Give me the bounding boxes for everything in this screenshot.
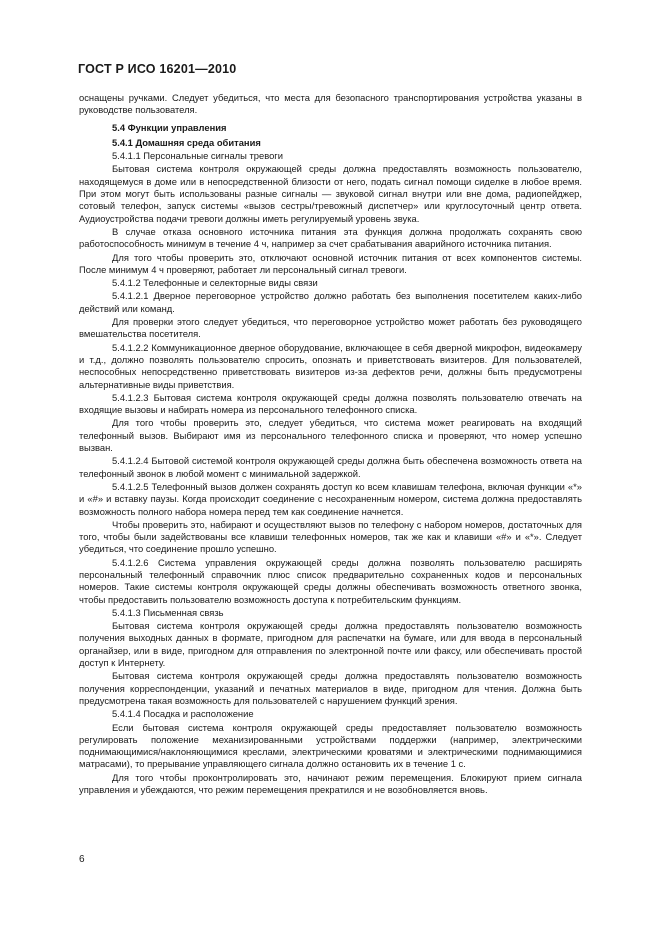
body-paragraph: Бытовая система контроля окружающей среды должна предоставлять пользователю возможность получения выходных данных в формате, пригодном для распечатки на бумаге, или для ввода в персональный органайзер, или в виде, пригодном для отправления по электронной почте или факсу, или обеспечивать простой доступ к Интернету. xyxy=(79,620,582,669)
body-paragraph: 5.4.1.2.4 Бытовой системой контроля окружающей среды должна быть обеспечена возможность ответа на телефонный звонок в любой момент с минимальной задержкой. xyxy=(79,455,582,479)
body-paragraph: Чтобы проверить это, набирают и осуществляют вызов по телефону с набором номеров, достаточных для того, чтобы были задействованы все клавиши телефонных номеров, так же как и клавиши «#» и «*». Следует убедиться, что соединение прошло успешно. xyxy=(79,518,582,555)
clause-heading: 5.4.1.1 Персональные сигналы тревоги xyxy=(112,150,283,162)
body-paragraph: Для проверки этого следует убедиться, что переговорное устройство может работать без руководящего вмешательства посетителя. xyxy=(79,316,582,340)
document-header: ГОСТ Р ИСО 16201—2010 xyxy=(78,62,237,76)
body-paragraph: 5.4.1.2.6 Система управления окружающей среды должна позволять пользователю расширять персональный телефонный справочник плюс список предварительно сохраненных кодов и персональных номеров. Такие системы контроля окружающей среды должны обеспечивать возможность ответного звонка, чтобы предоставить пользователю возможность доступа к потребительским функциям. xyxy=(79,556,582,605)
body-paragraph: 5.4.1.2.3 Бытовая система контроля окружающей среды должна позволять пользователю отвечать на входящие вызовы и набирать номера из персонального телефонного списка. xyxy=(79,391,582,416)
body-paragraph: оснащены ручками. Следует убедиться, что места для безопасного транспортирования устройства указаны в руководстве пользователя. xyxy=(79,92,582,116)
body-paragraph: Бытовая система контроля окружающей среды должна предоставлять пользователю возможность получения корреспонденции, указаний и печатных материалов в виде, пригодном для чтения. Должна быть предусмотрена такая возможность для пользователей с нарушением функций зрения. xyxy=(79,670,582,706)
body-paragraph: Для того чтобы проверить это, отключают основной источник питания от всех компонентов системы. После минимум 4 ч проверяют, работает ли персональный сигнал тревоги. xyxy=(79,251,582,275)
subsection-heading: 5.4.1 Домашняя среда обитания xyxy=(112,136,261,148)
body-paragraph: Для того чтобы проверить это, следует убедиться, что система может реагировать на входящий телефонный вызов. Выбирают имя из персонального телефонного списка и проверяют, что номер успешно вызван. xyxy=(79,417,582,454)
body-paragraph: 5.4.1.2.1 Дверное переговорное устройство должно работать без выполнения посетителем каких-либо действий или команд. xyxy=(79,290,582,314)
body-paragraph: Бытовая система контроля окружающей среды должна предоставлять возможность пользователю, находящемуся в доме или в непосредственной близости от него, подать сигнал помощи сиделке в любое время. При этом могут быть использованы разные сигналы — звуковой сигнал внутри или вне дома, радиопейджер, сотовый телефон, запуск системы «вызов сестры/тревожный диспетчер» или круглосуточный центр ответа. Аудиоустройства подачи тревоги должны иметь регулируемый уровень звука. xyxy=(79,163,582,224)
body-paragraph: 5.4.1.2.5 Телефонный вызов должен сохранять доступ ко всем клавишам телефона, включая функции «*» и «#» и вставку паузы. Когда происходит соединение с несохраненным номером, система должна предоставлять возможность полного набора номера перед тем как соединение начнется. xyxy=(79,480,582,517)
body-paragraph: Для того чтобы проконтролировать это, начинают режим перемещения. Блокируют прием сигнала управления и убеждаются, что режим перемещения прекратился и не возобновляется вновь. xyxy=(79,771,582,796)
body-paragraph: 5.4.1.2.2 Коммуникационное дверное оборудование, включающее в себя дверной микрофон, видеокамеру и т.д., должно позволять пользователю спросить, опознать и приветствовать визитеров. Для пользователей, неспособных непосредственно приветствовать визитеров из-за дефектов речи, должны быть предусмотрены альтернативные виды приветствия. xyxy=(79,341,582,390)
clause-heading: 5.4.1.2 Телефонные и селекторные виды связи xyxy=(112,277,318,289)
document-body xyxy=(79,92,582,796)
clause-heading: 5.4.1.3 Письменная связь xyxy=(112,606,224,618)
body-paragraph: Если бытовая система контроля окружающей среды предоставляет пользователю возможность регулировать положение механизированными устройствами поддержки (например, электрическими поднимающимися/наклоняющимися креслами, электрическими кроватями и электрическими поднимающимися матрасами), то прерывание управляющего сигнала должно остановить их в течение 1 с. xyxy=(79,721,582,770)
section-heading: 5.4 Функции управления xyxy=(112,121,227,133)
body-paragraph: В случае отказа основного источника питания эта функция должна продолжать сохранять свою работоспособность минимум в течение 4 ч, например за счет срабатывания аварийного источника питания. xyxy=(79,225,582,250)
clause-heading: 5.4.1.4 Посадка и расположение xyxy=(112,708,254,720)
page-number: 6 xyxy=(79,854,85,865)
